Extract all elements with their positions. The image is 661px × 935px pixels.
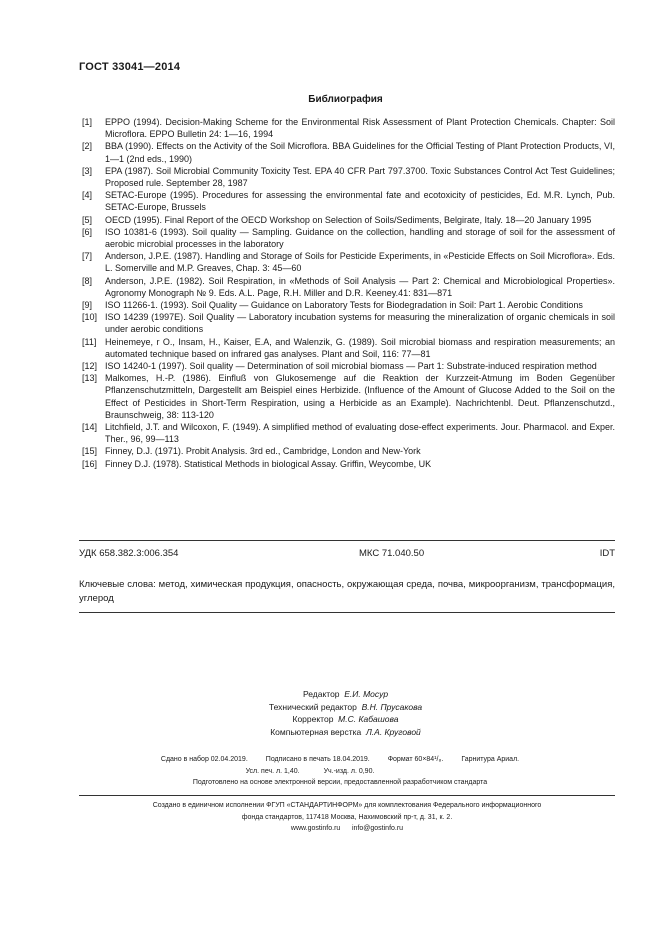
entry-number: [11]: [82, 336, 97, 347]
entry-number: [16]: [82, 458, 98, 469]
bibliography-list: [82, 116, 615, 470]
entry-text: ISO 14240-1 (1997). Soil quality — Determination of soil microbial biomass — Part 1: Substrate-induced respiration method: [105, 361, 597, 372]
entry-number: [1]: [82, 117, 93, 127]
entry-number: [8]: [82, 275, 93, 286]
credit-line: [0, 713, 661, 726]
credit-line: [0, 726, 661, 739]
bibliography-entry: [82, 336, 615, 360]
bibliography-entry: [82, 116, 615, 140]
entry-text: Anderson, J.P.E. (1982). Soil Respiration, in «Methods of Soil Analysis — Part 2: Chemical and Microbiological Properties». Agronomy Monograph № 9. Eds. A.L. Page, R.H. Miller and D.R. Keeney.41: 831—871: [105, 275, 615, 298]
entry-text: ISO 10381-6 (1993). Soil quality — Sampling. Guidance on the collection, handling and storage of soil for the assessment of aerobic microbial processes in the laboratory: [105, 226, 615, 250]
paper-format: Формат 60×84¹/₈.: [387, 756, 444, 763]
print-sheets: Усл. печ. л. 1,40.: [245, 767, 300, 775]
bibliography-entry: [82, 458, 615, 470]
mks-code: МКС 71.040.50: [359, 548, 425, 559]
entry-number: [10]: [82, 312, 98, 323]
keywords: Ключевые слова: метод, химическая продукция, опасность, окружающая среда, почва, микроорганизм, трансформация, углерод: [79, 579, 615, 604]
entry-text: Malkomes, H.-P. (1986). Einfluß von Glukosemenge auf die Reaktion der Kurzzeit-Atmung im Boden Gegenüber Pflanzenschutzmitteln, Dargestellt am Beispiel eines Herbizide. (Influence of the Amount of Glucose Added to the Soil on the Effect of Pesticides in Short-Term Respiration, using a Herbicide as an Example). Nachrichtenbl. Deut. Pflanzenschutzd., Braunschweig, 38: 113-120: [105, 373, 615, 420]
entry-number: [14]: [82, 422, 98, 433]
entry-number: [13]: [82, 373, 98, 384]
bibliography-entry: [82, 311, 615, 335]
submitted-date: Сдано в набор 02.04.2019.: [160, 756, 248, 763]
bibliography-entry: [82, 140, 615, 164]
entry-text: EPPO (1994). Decision-Making Scheme for the Environmental Risk Assessment of Plant Protection Chemicals. Chapter: Soil Microflora. EPPO Bulletin 24: 1—16, 1994: [105, 117, 615, 140]
entry-text: Litchfield, J.T. and Wilcoxon, F. (1949). A simplified method of evaluating dose-effect experiments. Jour. Pharmacol. and Exper. Ther., 96, 99—113: [105, 422, 615, 445]
bibliography-entry: [82, 275, 615, 299]
credits-block: [0, 688, 661, 738]
credit-name: М.С. Кабашова: [338, 714, 399, 724]
entry-number: [4]: [82, 190, 93, 201]
divider-footer: [79, 795, 615, 796]
entry-number: [3]: [82, 165, 93, 176]
publisher-sheets: Уч.-изд. л. 0,90.: [323, 767, 375, 775]
udk-code: УДК 658.382.3:006.354: [79, 548, 179, 559]
credit-role: Редактор: [302, 689, 340, 699]
credit-line: [0, 688, 661, 701]
bibliography-entry: [82, 299, 615, 311]
bibliography-entry: [82, 360, 615, 372]
entry-number: [12]: [82, 361, 98, 372]
entry-text: Finney D.J. (1978). Statistical Methods in biological Assay. Griffin, Weycombe, UK: [105, 458, 432, 469]
signed-date: Подписано в печать 18.04.2019.: [265, 756, 370, 763]
bibliography-entry: [82, 226, 615, 250]
entry-number: [9]: [82, 300, 93, 311]
credit-role: Технический редактор: [268, 701, 357, 712]
document-header: ГОСТ 33041—2014: [79, 61, 181, 73]
entry-text: ISO 11266-1. (1993). Soil Quality — Guidance on Laboratory Tests for Biodegradation in Soil: Part 1. Aerobic Conditions: [105, 300, 583, 311]
footer-line-2: фонда стандартов, 117418 Москва, Нахимовский пр-т, д. 31, к. 2.: [241, 813, 453, 821]
credit-name: Е.И. Мосур: [344, 689, 389, 699]
entry-number: [15]: [82, 446, 98, 457]
bibliography-title: Библиография: [308, 94, 383, 105]
imprint-block: [100, 754, 580, 789]
bibliography-entry: [82, 189, 615, 213]
prepared-note: Подготовлено на основе электронной версии, предоставленной разработчиком стандарта: [192, 779, 488, 786]
classification-row: [79, 548, 615, 559]
credit-name: В.Н. Прусакова: [361, 701, 423, 712]
bibliography-entry: [82, 250, 615, 274]
footer-line-1: Создано в единичном исполнении ФГУП «СТАНДАРТИНФОРМ» для комплектования Федерального информационного: [152, 802, 542, 809]
entry-number: [5]: [82, 214, 93, 225]
credit-line: [0, 701, 661, 714]
publisher-footer: [79, 800, 615, 835]
entry-text: BBA (1990). Effects on the Activity of the Soil Microflora. BBA Guidelines for the Official Testing of Plant Protection Products, VI, 1—1 (2nd eds., 1990): [105, 141, 615, 164]
entry-text: Finney, D.J. (1971). Probit Analysis. 3rd ed., Cambridge, London and New-York: [105, 446, 421, 457]
entry-text: Anderson, J.P.E. (1987). Handling and Storage of Soils for Pesticide Experiments, in «Pesticide Effects on Soil Microflora». Eds. L. Somerville and M.P. Greaves, Chap. 3: 45—60: [105, 251, 615, 274]
credit-role: Компьютерная верстка: [270, 726, 362, 737]
entry-text: EPA (1987). Soil Microbial Community Toxicity Test. EPA 40 CFR Part 797.3700. Toxic Substances Control Act Test Guidelines; Proposed rule. September 28, 1987: [105, 165, 615, 189]
entry-number: [2]: [82, 141, 93, 152]
typeface: Гарнитура Ариал.: [461, 756, 520, 763]
entry-number: [6]: [82, 226, 93, 237]
credit-role: Корректор: [292, 714, 334, 724]
bibliography-entry: [82, 445, 615, 457]
divider-top: [79, 540, 615, 541]
bibliography-entry: [82, 372, 615, 421]
entry-text: ISO 14239 (1997E). Soil Quality — Laboratory incubation systems for measuring the mineralization of organic chemicals in soil under aerobic conditions: [105, 312, 615, 335]
bibliography-entry: [82, 421, 615, 445]
email-link[interactable]: info@gostinfo.ru: [352, 825, 404, 832]
entry-number: [7]: [82, 251, 93, 262]
entry-text: Heinemeye, r O., Insam, H., Kaiser, E.A, and Walenzik, G. (1989). Soil microbial biomass and respiration measurements; an automated technique based on infrared gas analyses. Plant and Soil, 116: 77—81: [105, 336, 615, 359]
bibliography-entry: [82, 214, 615, 226]
credit-name: Л.А. Круговой: [365, 726, 421, 737]
entry-text: OECD (1995). Final Report of the OECD Workshop on Selection of Soils/Sediments, Belgirate, Italy. 18—20 January 1995: [105, 214, 592, 225]
divider-bottom: [79, 612, 615, 613]
idt-code: IDT: [599, 548, 615, 559]
entry-text: SETAC-Europe (1995). Procedures for assessing the environmental fate and ecotoxicity of pesticides, Ed. M.R. Lynch, Pub. SETAC-Europe, Brussels: [105, 190, 615, 213]
website-link[interactable]: www.gostinfo.ru: [290, 825, 341, 832]
bibliography-entry: [82, 165, 615, 189]
